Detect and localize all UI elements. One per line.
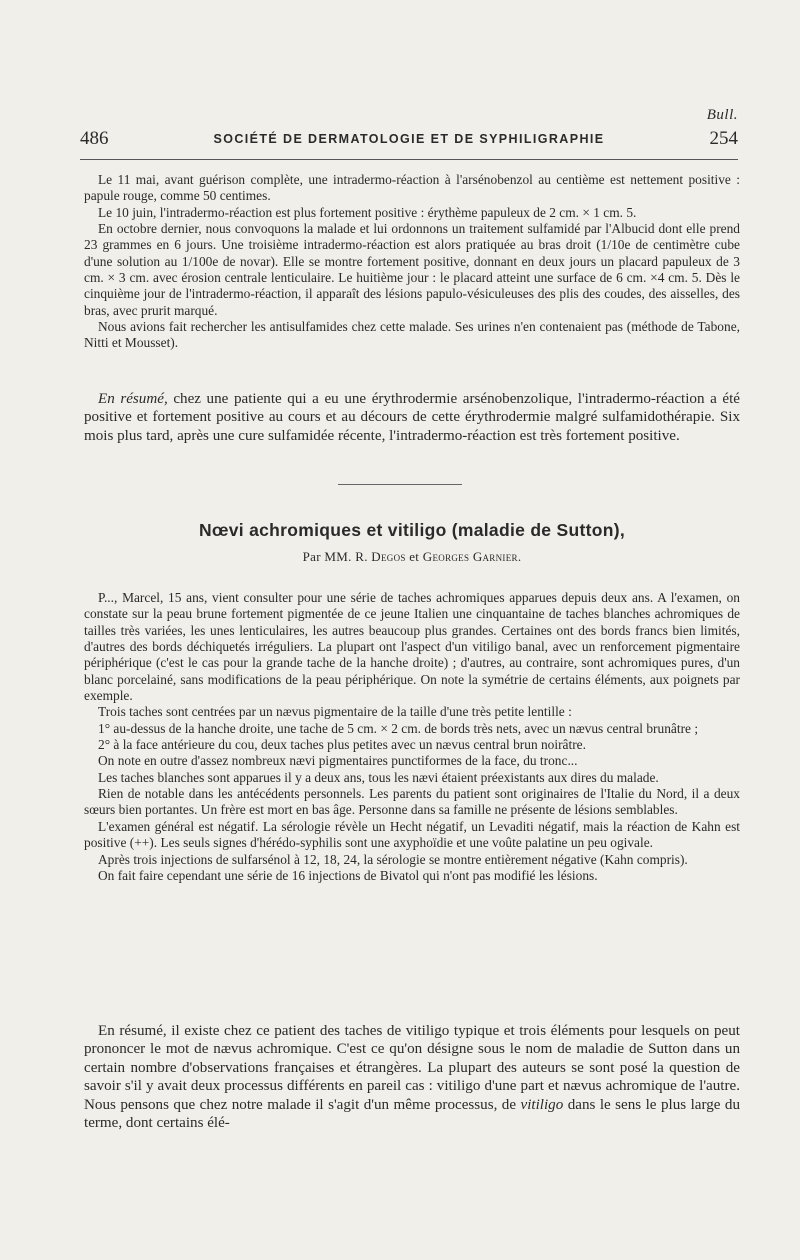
conclusion-text-end: dans le sens le plus large du terme, dont certains élé-: [84, 1096, 741, 1132]
byline-and: et: [405, 549, 423, 564]
header-rule: [80, 159, 738, 160]
article-case-report: [84, 590, 740, 884]
author-garnier: Georges Garnier: [422, 549, 518, 564]
author-degos: Degos: [371, 549, 406, 564]
conclusion-paragraph: [84, 1022, 740, 1132]
byline-prefix: Par MM. R.: [302, 549, 372, 564]
summary-label: En résumé,: [98, 391, 168, 407]
paragraph: Le 10 juin, l'intradermo-réaction est plus fortement positive : érythème papuleux de 2 cm. × 1 cm. 5.: [98, 204, 637, 220]
article-conclusion: [84, 1022, 740, 1132]
paragraph: Trois taches sont centrées par un nævus pigmentaire de la taille d'une très petite lentille :: [98, 704, 572, 720]
case-summary: [84, 390, 740, 445]
paragraph: Les taches blanches sont apparues il y a deux ans, tous les nævi étaient préexistants aux dires du malade.: [98, 769, 659, 785]
paragraph: En octobre dernier, nous convoquons la malade et lui ordonnons un traitement sulfamidé par l'Albucid dont elle prend 23 grammes en 6 jours. Une troisième intradermo-réaction est alors pratiquée au bras droit (1/10e de centimètre cube d'une solution au 1/100e de novar). Elle se montre fortement positive, donnant en deux jours un placard papuleux de 3 cm. × 3 cm. avec érosion centrale lenticulaire. Le huitième jour : le placard atteint une surface de 6 cm. ×4 cm. 5. Dès le cinquième jour de l'intradermo-réaction, il apparaît des lésions papulo-vésiculeuses des plis des coudes, des aisselles, des bras, avec prurit marqué.: [84, 221, 740, 318]
page-number-left: 486: [80, 128, 109, 149]
paragraph: Après trois injections de sulfarsénol à 12, 18, 24, la sérologie se montre entièrement négative (Kahn compris).: [98, 851, 688, 867]
journal-title: SOCIÉTÉ DE DERMATOLOGIE ET DE SYPHILIGRAPHIE: [213, 132, 605, 146]
conclusion-text: En résumé, il existe chez ce patient des taches de vitiligo typique et trois éléments pour lesquels on peut prononcer le mot de nævus achromique. C'est ce qu'on désigne sous le nom de maladie de Sutton dans un certain nombre d'observations françaises et étrangères. La plupart des auteurs se sont posé la question de savoir s'il y avait deux processus différents en pareil cas : vitiligo d'une part et nævus achromique de l'autre. Nous pensons que chez notre malade il s'agit d'un même processus, de: [84, 1023, 740, 1113]
paragraph: 2° à la face antérieure du cou, deux taches plus petites avec un nævus central brun noirâtre.: [98, 737, 586, 753]
paragraph: P..., Marcel, 15 ans, vient consulter pour une série de taches achromiques apparues depuis deux ans. A l'examen, on constate sur la peau brune fortement pigmentée de ce jeune Italien une cinquantaine de taches blanches achromiques de tailles très variées, les unes lenticulaires, les autres beaucoup plus grandes. Certaines ont des bords francs bien limités, d'autres des bords déchiquetés irréguliers. La plupart ont l'aspect d'un vitiligo banal, avec un renforcement pigmentaire périphérique (c'est le cas pour la grande tache de la hanche droite) ; d'autres, au contraire, sont achromiques pures, d'un blanc porcelainé, sans modifications de la peau périphérique. On note la symétrie de certains éléments, aux poignets par exemple.: [84, 590, 740, 704]
conclusion-italic: vitiligo: [520, 1096, 564, 1113]
paragraph: 1° au-dessus de la hanche droite, une tache de 5 cm. × 2 cm. de bords très nets, avec un nævus central brunâtre ;: [98, 720, 699, 736]
paragraph: L'examen général est négatif. La sérologie révèle un Hecht négatif, un Levaditi négatif, mais la réaction de Kahn est positive (++). Les seuls signes d'hérédo-syphilis sont une axyphoïdie et une voûte palatine un peu ogivale.: [84, 818, 740, 851]
bulletin-mark: Bull.: [706, 107, 738, 123]
case-observation-continued: [84, 172, 740, 352]
section-separator: [338, 484, 462, 485]
summary-paragraph: [84, 390, 740, 445]
paragraph: Nous avions fait rechercher les antisulfamides chez cette malade. Ses urines n'en contenaient pas (méthode de Tabone, Nitti et Mousset).: [84, 319, 740, 351]
summary-text: chez une patiente qui a eu une érythrodermie arsénobenzolique, l'intradermo-réaction a été positive et fortement positive au cours et au décours de cette érythrodermie malgré sulfamidothérapie. Six mois plus tard, après une cure sulfamidée récente, l'intradermo-réaction est très fortement positive.: [84, 391, 740, 444]
paragraph: Le 11 mai, avant guérison complète, une intradermo-réaction à l'arsénobenzol au centième est nettement positive : papule rouge, comme 50 centimes.: [84, 172, 740, 204]
byline-end: .: [517, 549, 522, 564]
paragraph: Rien de notable dans les antécédents personnels. Les parents du patient sont originaires de l'Italie du Nord, il a deux sœurs bien portantes. Un frère est mort en bas âge. Personne dans sa famille ne présente de lésions semblables.: [84, 786, 740, 818]
paragraph: On note en outre d'assez nombreux nævi pigmentaires punctiformes de la face, du tronc...: [98, 753, 578, 769]
article-title: Nœvi achromiques et vitiligo (maladie de Sutton),: [198, 520, 625, 540]
page-number-right: 254: [709, 128, 738, 149]
running-head: [80, 128, 738, 152]
article-byline: [84, 549, 740, 565]
paragraph: On fait faire cependant une série de 16 injections de Bivatol qui n'ont pas modifié les lésions.: [98, 867, 598, 883]
